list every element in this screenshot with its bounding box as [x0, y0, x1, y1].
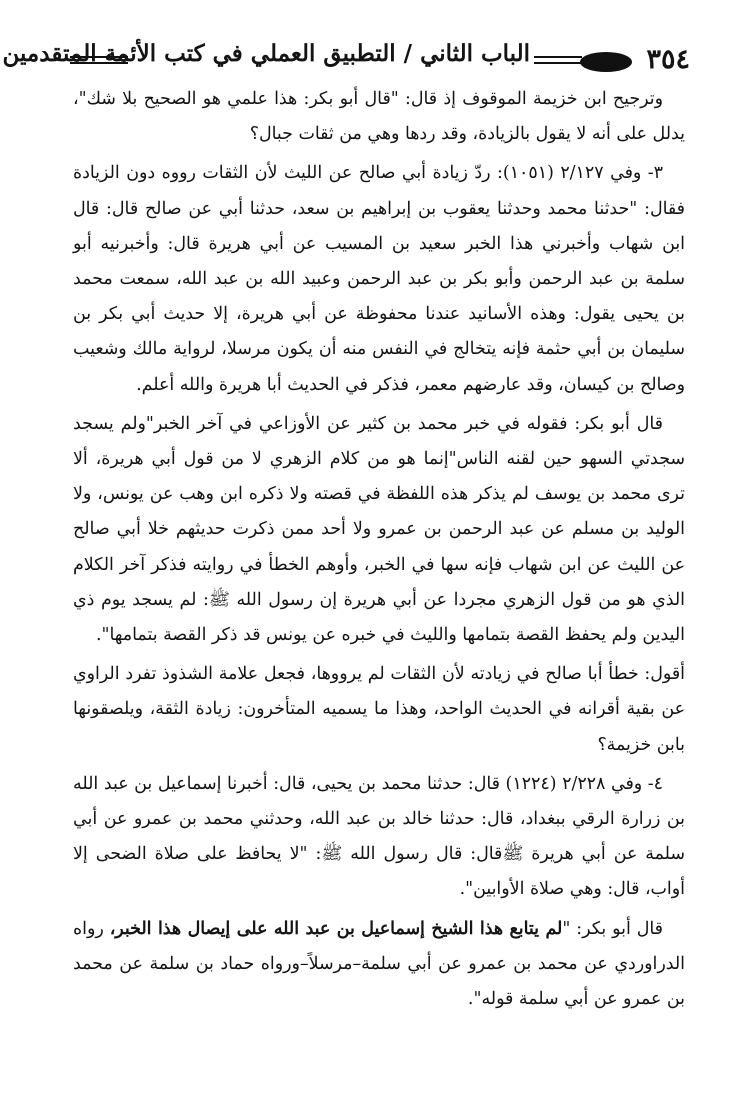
page-number: ٣٥٤ — [646, 44, 690, 75]
header-ornament-oval — [580, 52, 632, 72]
paragraph-6-rest: رواه الدراوردي عن محمد بن عمرو عن أبي سلمة–مرسلاً–ورواه حماد بن سلمة عن محمد بن عمرو عن أبي سلمة قوله". — [73, 918, 685, 1010]
header-rule-right — [534, 56, 582, 64]
paragraph-6-lead: قال أبو بكر: " — [562, 918, 663, 939]
paragraph-3: قال أبو بكر: فقوله في خبر محمد بن كثير عن الأوزاعي في آخر الخبر"ولم يسجد سجدتي السهو حين لقنه الناس"إنما هو من كلام الزهري لا من قول أبي هريرة، ألا ترى محمد بن يوسف لم يذكر هذه اللفظة في قصته ولا ذكره ابن وهب عن يونس، ولا الوليد بن مسلم عن عبد الرحمن بن عمرو ولا أحد ممن ذكرت حديثهم خلا أبي صالح عن الليث عن ابن شهاب فإنه سها في الخبر، وأوهم الخطأ في روايته فذكر آخر الكلام الذي هو من قول الزهري مجردا عن أبي هريرة إن رسول الله ﷺ: لم يسجد يوم ذي اليدين ولم يحفظ القصة بتمامها والليث في خبره عن يونس قد ذكر القصة بتمامها". — [73, 413, 685, 646]
paragraph-2: ٣- وفي ٢/١٢٧ (١٠٥١): ردّ زيادة أبي صالح عن الليث لأن الثقات رووه دون الزيادة فقال: "حدثنا محمد وحدثنا يعقوب بن إبراهيم بن سعد، حدثنا أبي عن صالح قال: قال ابن شهاب وأخبرني هذا الخبر سعيد بن المسيب عن أبي هريرة قال: وأخبرنيه أبو سلمة بن عبد الرحمن وأبو بكر بن عبد الرحمن وعبيد الله بن عبد الله، سمعت محمد بن يحيى يقول: وهذه الأسانيد عندنا محفوظة عن أبي هريرة، إلا حديث أبي بكر بن سليمان بن أبي حثمة فإنه يتخالج في النفس منه أن يكون مرسلا، لرواية مالك وشعيب وصالح بن كيسان، وقد عارضهم معمر، فذكر في الحديث أبا هريرة والله أعلم. — [73, 163, 685, 395]
paragraph-6 — [73, 912, 685, 1018]
paragraph-5: ٤- وفي ٢/٢٢٨ (١٢٢٤) قال: حدثنا محمد بن يحيى، قال: أخبرنا إسماعيل بن عبد الله بن زرارة الرقي ببغداد، قال: حدثنا خالد بن عبد الله، وحدثني محمد بن عمرو عن أبي سلمة عن أبي هريرة ﷺقال: قال رسول الله ﷺ: "لا يحافظ على صلاة الضحى إلا أواب، قال: وهي صلاة الأوابين". — [73, 773, 685, 900]
paragraph-1: وترجيح ابن خزيمة الموقوف إذ قال: "قال أبو بكر: هذا علمي هو الصحيح بلا شك"، يدلل على أنه لا يقول بالزيادة، وقد ردها وهي من ثقات جبال؟ — [73, 89, 685, 145]
running-header — [2, 38, 690, 82]
header-rule-left — [70, 56, 128, 64]
running-title: الباب الثاني / التطبيق العملي في كتب الأئمة المتقدمين — [2, 40, 530, 67]
paragraph-4: أقول: خطأ أبا صالح في زيادته لأن الثقات لم يرووها، فجعل علامة الشذوذ تفرد الراوي عن بقية أقرانه في الحديث الواحد، وهذا ما يسميه المتأخرون: زيادة الثقة، ويلصقونها بابن خزيمة؟ — [73, 664, 685, 755]
page-body — [73, 82, 685, 1017]
paragraph-6-bold-quote: لم يتابع هذا الشيخ إسماعيل بن عبد الله على إيصال هذا الخبر، — [109, 918, 563, 939]
